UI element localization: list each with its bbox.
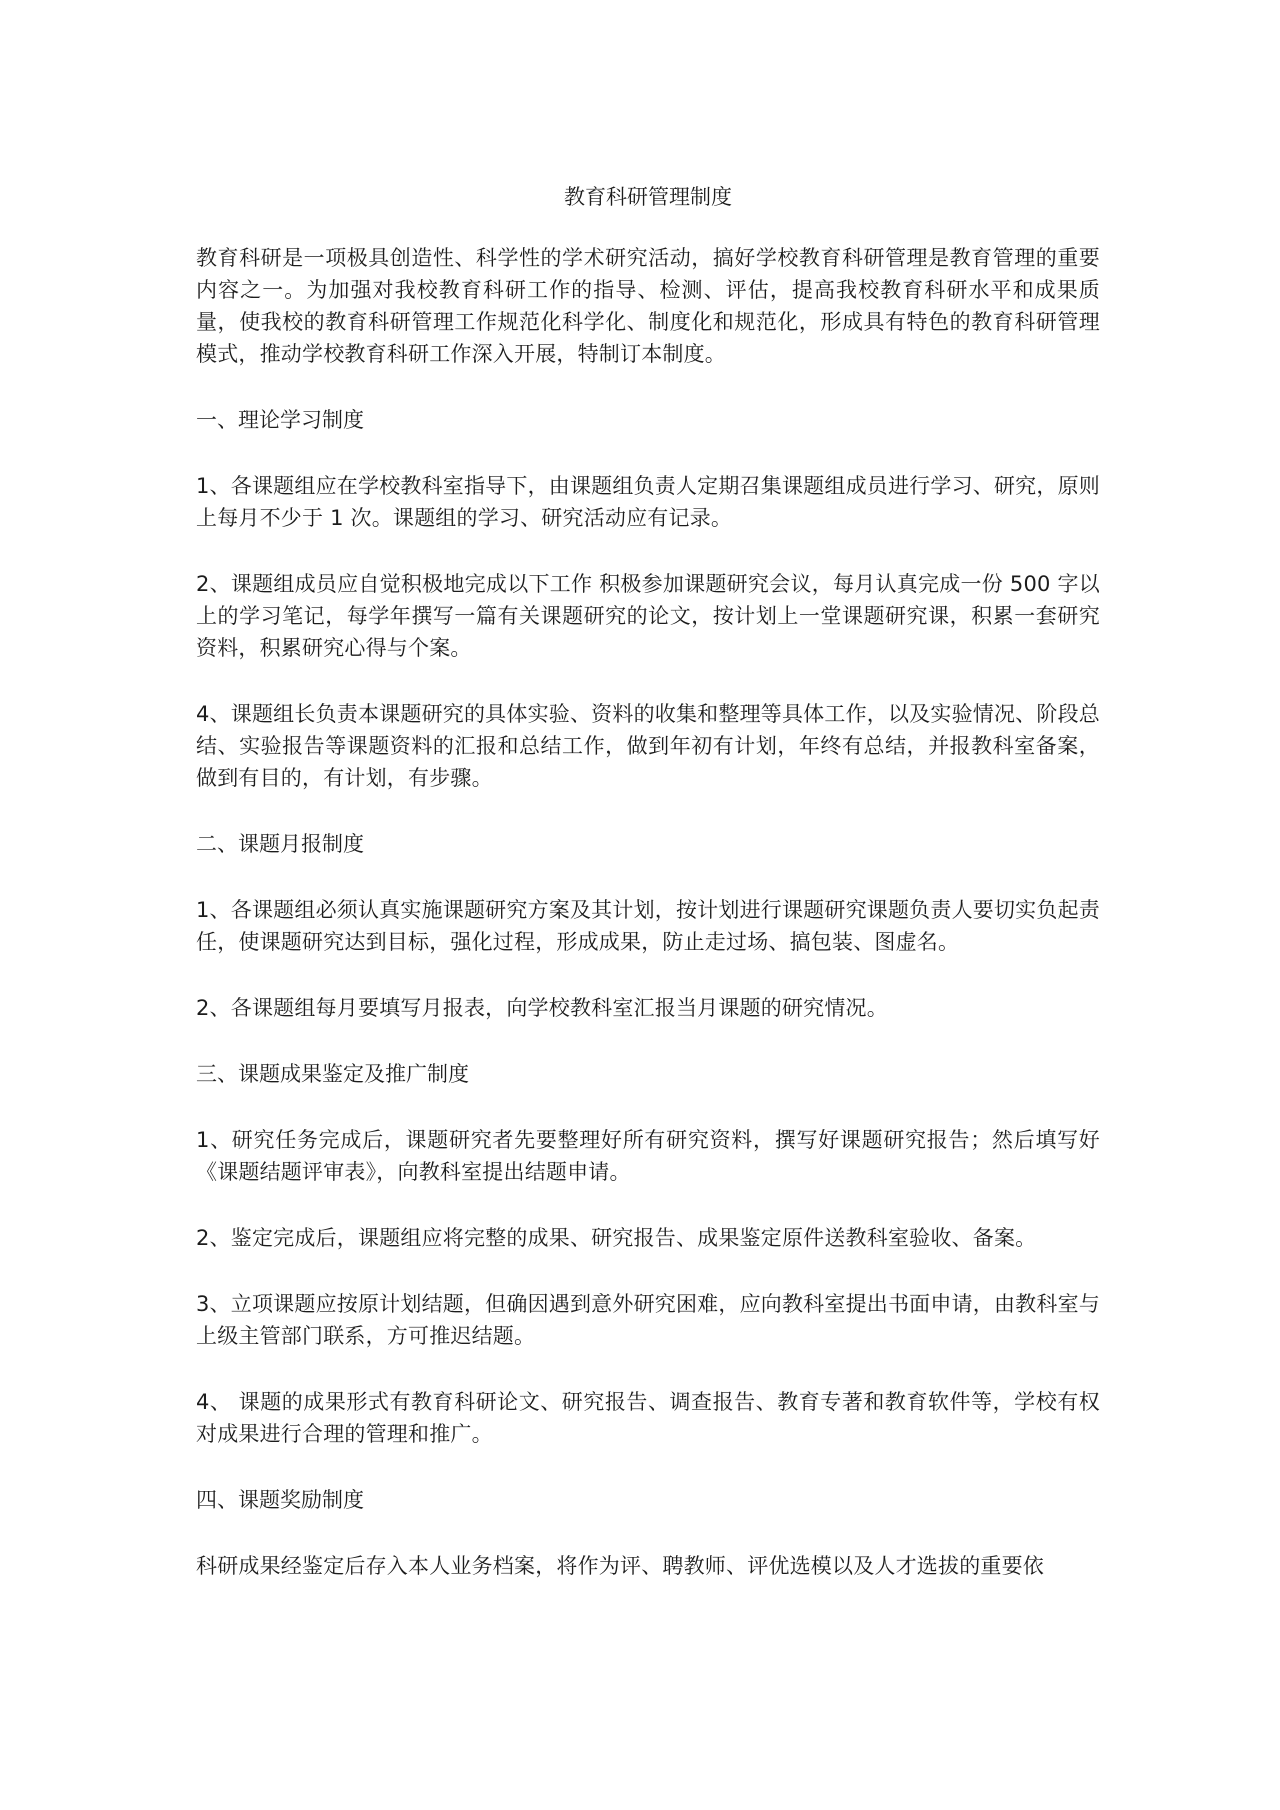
- paragraph: 3、立项课题应按原计划结题，但确因遇到意外研究困难，应向教科室提出书面申请，由教科室与上级主管部门联系，方可推迟结题。: [196, 1292, 1100, 1348]
- intro-paragraph: 教育科研是一项极具创造性、科学性的学术研究活动，搞好学校教育科研管理是教育管理的重要内容之一。为加强对我校教育科研工作的指导、检测、评估，提高我校教育科研水平和成果质量，使我校的教育科研管理工作规范化科学化、制度化和规范化，形成具有特色的教育科研管理模式，推动学校教育科研工作深入开展，特制订本制度。: [196, 246, 1100, 366]
- document-title: 教育科研管理制度: [564, 185, 732, 209]
- paragraph: 2、课题组成员应自觉积极地完成以下工作 积极参加课题研究会议，每月认真完成一份 500 字以上的学习笔记，每学年撰写一篇有关课题研究的论文，按计划上一堂课题研究课，积累一套研究资料，积累研究心得与个案。: [196, 572, 1100, 660]
- section-heading-rewards: 四、课题奖励制度: [196, 1488, 364, 1512]
- paragraph: 2、各课题组每月要填写月报表，向学校教科室汇报当月课题的研究情况。: [196, 996, 888, 1020]
- paragraph: 1、各课题组必须认真实施课题研究方案及其计划，按计划进行课题研究课题负责人要切实负起责任，使课题研究达到目标，强化过程，形成成果，防止走过场、搞包装、图虚名。: [196, 898, 1100, 954]
- paragraph: 1、各课题组应在学校教科室指导下，由课题组负责人定期召集课题组成员进行学习、研究，原则上每月不少于 1 次。课题组的学习、研究活动应有记录。: [196, 474, 1100, 530]
- section-heading-theory-study: 一、理论学习制度: [196, 408, 364, 432]
- paragraph: 科研成果经鉴定后存入本人业务档案，将作为评、聘教师、评优选模以及人才选拔的重要依: [196, 1554, 1044, 1578]
- paragraph: 1、研究任务完成后，课题研究者先要整理好所有研究资料，撰写好课题研究报告；然后填写好《课题结题评审表》，向教科室提出结题申请。: [196, 1128, 1100, 1184]
- section-heading-monthly-report: 二、课题月报制度: [196, 832, 364, 856]
- paragraph: 4、 课题的成果形式有教育科研论文、研究报告、调查报告、教育专著和教育软件等，学校有权对成果进行合理的管理和推广。: [196, 1390, 1100, 1446]
- paragraph: 2、鉴定完成后，课题组应将完整的成果、研究报告、成果鉴定原件送教科室验收、备案。: [196, 1226, 1037, 1250]
- document-page: [196, 182, 1100, 1616]
- paragraph: 4、课题组长负责本课题研究的具体实验、资料的收集和整理等具体工作，以及实验情况、阶段总结、实验报告等课题资料的汇报和总结工作，做到年初有计划，年终有总结，并报教科室备案，做到有目的，有计划，有步骤。: [196, 702, 1100, 790]
- section-heading-achievement-appraisal: 三、课题成果鉴定及推广制度: [196, 1062, 469, 1086]
